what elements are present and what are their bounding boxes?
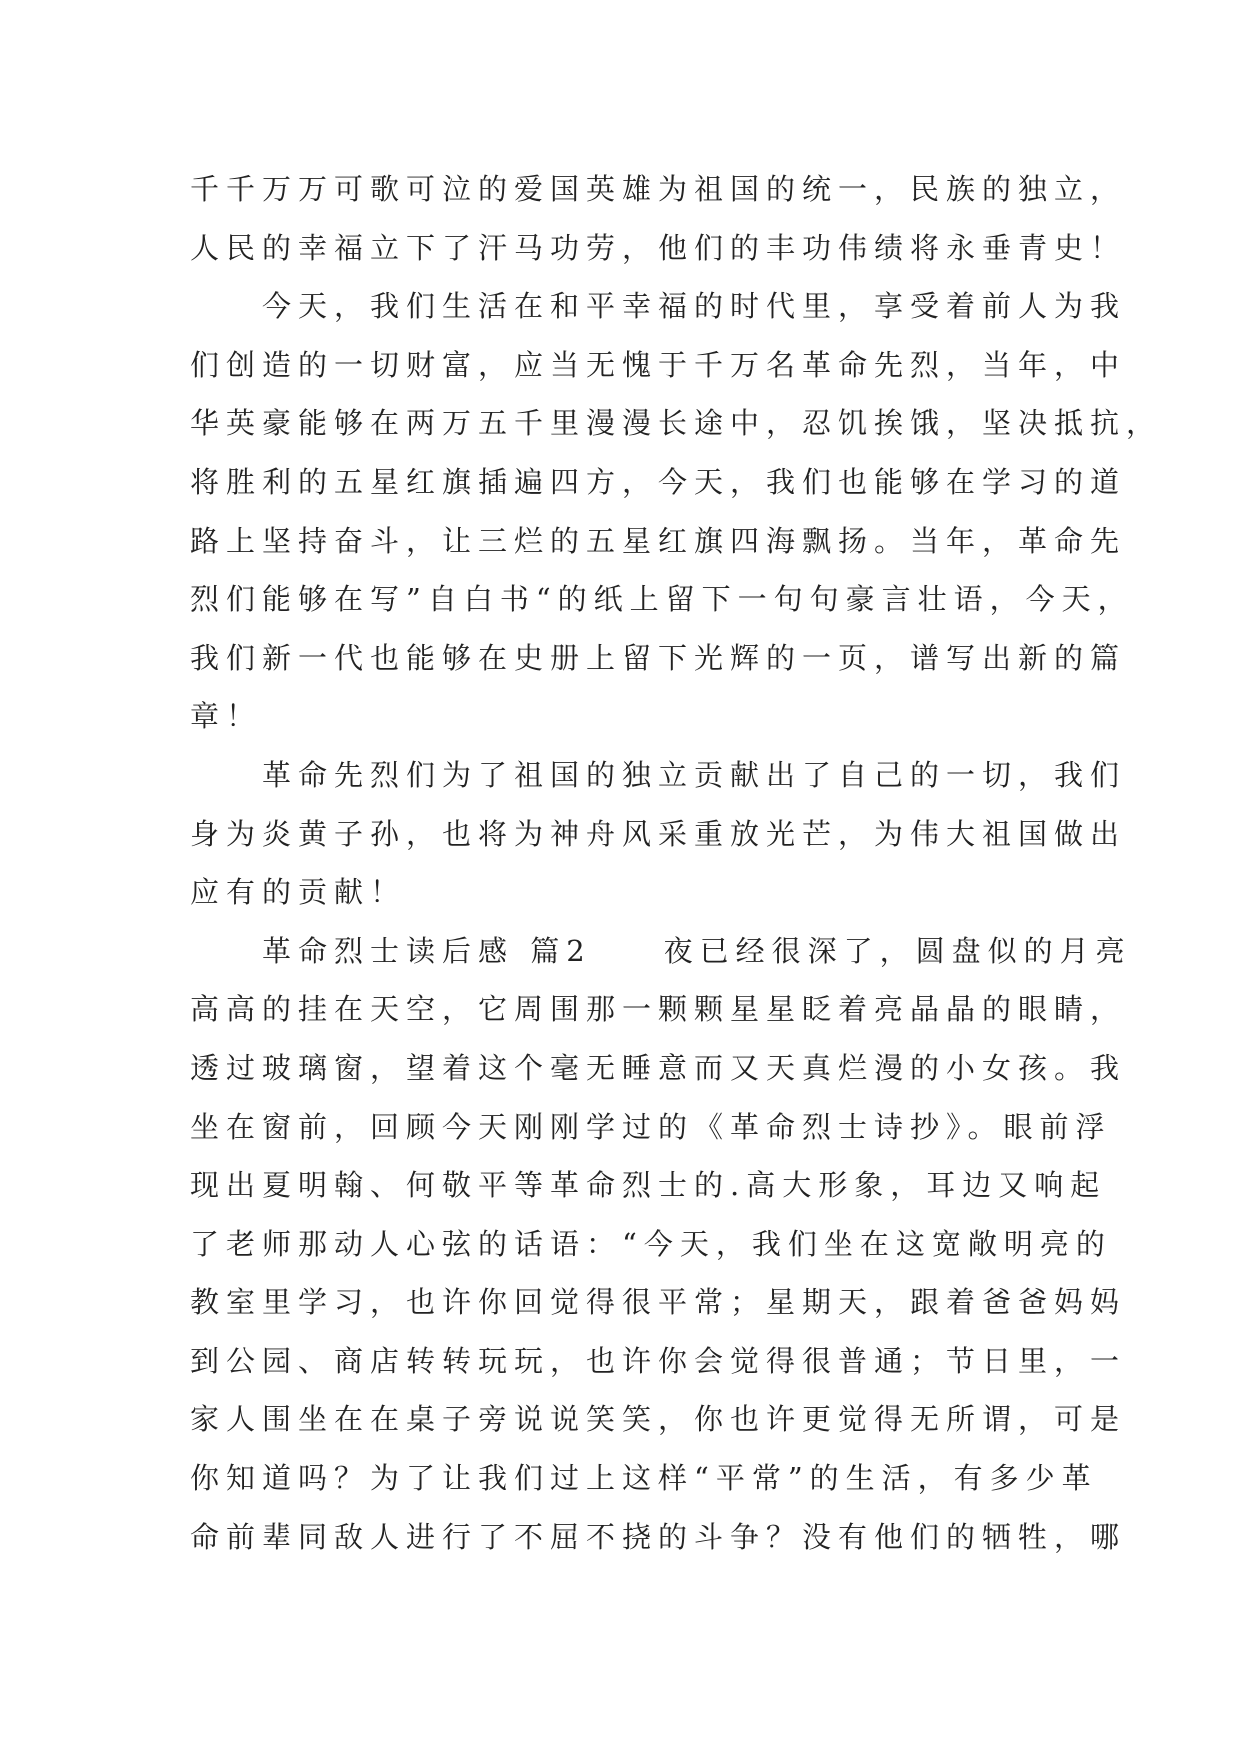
text-line: 华英豪能够在两万五千里漫漫长途中，忍饥挨饿，坚决抵抗，: [190, 406, 1163, 441]
text-line: 我们新一代也能够在史册上留下光辉的一页，谱写出新的篇: [190, 640, 1127, 675]
text-line: 透过玻璃窗，望着这个毫无睡意而又天真烂漫的小女孩。我: [190, 1050, 1127, 1085]
text-line: 你知道吗？为了让我们过上这样“平常”的生活，有多少革: [190, 1461, 1098, 1496]
text-line: 千千万万可歌可泣的爱国英雄为祖国的统一，民族的独立，: [190, 172, 1127, 206]
text-line: 命前辈同敌人进行了不屈不挠的斗争？没有他们的牺牲，哪: [190, 1519, 1127, 1554]
text-line: 了老师那动人心弦的话语：“今天，我们坐在这宽敞明亮的: [190, 1226, 1112, 1261]
text-line: 们创造的一切财富，应当无愧于千万名革命先烈，当年，中: [190, 347, 1127, 382]
text-line: 革命烈士读后感 篇2 夜已经很深了，圆盘似的月亮: [190, 933, 1132, 968]
body-text: [190, 160, 1163, 1566]
text-line: 身为炎黄子孙，也将为神舟风采重放光芒，为伟大祖国做出: [190, 816, 1127, 851]
text-line: 到公园、商店转转玩玩，也许你会觉得很普通；节日里，一: [190, 1343, 1127, 1378]
text-line: 高高的挂在天空，它周围那一颗颗星星眨着亮晶晶的眼睛，: [190, 992, 1127, 1027]
text-line: 坐在窗前，回顾今天刚刚学过的《革命烈士诗抄》。眼前浮: [190, 1109, 1112, 1144]
text-line: 现出夏明翰、何敬平等革命烈士的.高大形象，耳边又响起: [190, 1168, 1107, 1203]
text-line: 路上坚持奋斗，让三烂的五星红旗四海飘扬。当年，革命先: [190, 523, 1127, 558]
text-line: 应有的贡献！: [190, 875, 407, 910]
text-line: 教室里学习，也许你回觉得很平常；星期天，跟着爸爸妈妈: [190, 1285, 1127, 1320]
text-line: 家人围坐在在桌子旁说说笑笑，你也许更觉得无所谓，可是: [190, 1402, 1127, 1437]
text-line: 章！: [190, 699, 263, 734]
text-line: 将胜利的五星红旗插遍四方，今天，我们也能够在学习的道: [190, 464, 1127, 499]
text-line: 革命先烈们为了祖国的独立贡献出了自己的一切，我们: [190, 757, 1127, 792]
text-line: 今天，我们生活在和平幸福的时代里，享受着前人为我: [190, 289, 1127, 324]
text-line: 烈们能够在写”自白书“的纸上留下一句句豪言壮语，今天，: [190, 582, 1134, 617]
text-line: 人民的幸福立下了汗马功劳，他们的丰功伟绩将永垂青史！: [190, 230, 1127, 265]
